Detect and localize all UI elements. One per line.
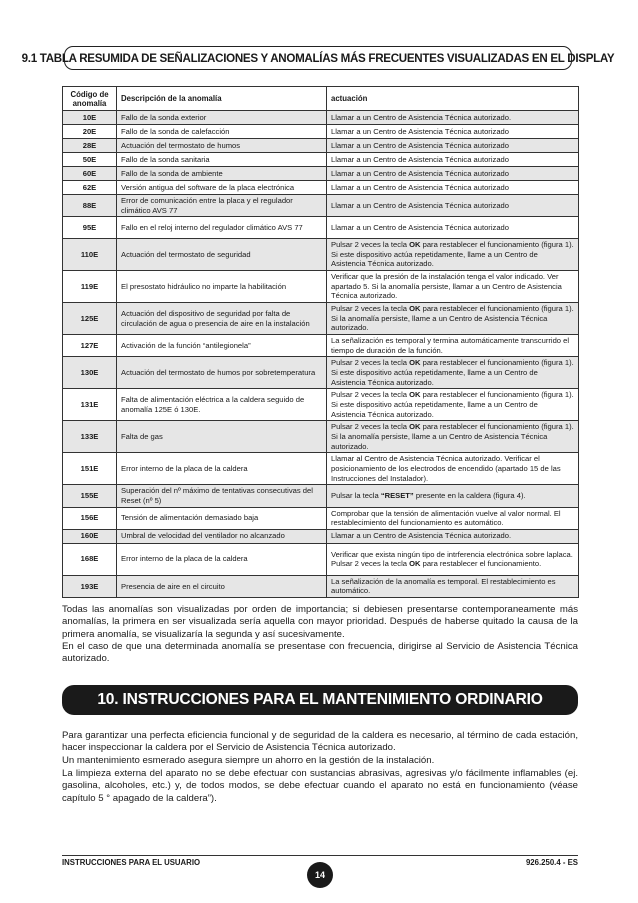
anomaly-action: Pulsar 2 veces la tecla OK para restablecer el funcionamiento (figura 1). Si este dispositivo actúa repetidamente, llame a un Centro de Asistencia Técnica autorizado. [327,239,579,271]
anomaly-action: Verificar que la presión de la instalación tenga el valor indicado. Ver apartado 5. Si la anomalía persiste, llamar a un Centro de Asistencia Técnica autorizado. [327,271,579,303]
anomaly-description: Activación de la función “antilegionela” [117,335,327,357]
anomaly-code: 95E [63,217,117,239]
table-row [63,195,579,217]
table-row [63,181,579,195]
anomaly-code: 155E [63,485,117,507]
anomaly-action: Llamar a un Centro de Asistencia Técnica autorizado [327,167,579,181]
table-row [63,125,579,139]
anomaly-action: Pulsar 2 veces la tecla OK para restablecer el funcionamiento (figura 1). Si este dispositivo actúa repetidamente, llame a un Centro de Asistencia Técnica autorizado. [327,389,579,421]
table-row [63,507,579,529]
page-number: 14 [307,862,333,888]
table-row [63,575,579,597]
anomaly-action: Verificar que exista ningún tipo de intrferencia electrónica sobre laplaca. Pulsar 2 veces la tecla OK para restablecer el funcionamiento. [327,543,579,575]
table-header-row [63,87,579,111]
anomaly-description: Actuación del termostato de humos [117,139,327,153]
anomaly-action: Pulsar la tecla “RESET” presente en la caldera (figura 4). [327,485,579,507]
anomaly-code: 151E [63,453,117,485]
table-row [63,453,579,485]
table-row [63,271,579,303]
anomaly-action: Llamar a un Centro de Asistencia Técnica autorizado. [327,529,579,543]
anomaly-code: 28E [63,139,117,153]
anomaly-description: Fallo en el reloj interno del regulador climático AVS 77 [117,217,327,239]
anomaly-code: 127E [63,335,117,357]
anomaly-description: El presostato hidráulico no imparte la habilitación [117,271,327,303]
anomaly-table [62,86,579,598]
anomaly-action: Pulsar 2 veces la tecla OK para restablecer el funcionamiento (figura 1). Si la anomalía persiste, llame a un Centro de Asistencia Técnica autorizado. [327,303,579,335]
anomaly-action: La señalización es temporal y termina automáticamente transcurrido el tiempo de duración de la función. [327,335,579,357]
anomaly-description: Fallo de la sonda de calefacción [117,125,327,139]
anomaly-code: 50E [63,153,117,167]
anomaly-action: Llamar a un Centro de Asistencia Técnica autorizado [327,195,579,217]
anomaly-code: 193E [63,575,117,597]
footer-divider [62,855,578,856]
table-row [63,421,579,453]
footer-doc-code: 926.250.4 - ES [525,858,578,867]
anomaly-action: Pulsar 2 veces la tecla OK para restablecer el funcionamiento (figura 1). Si este dispositivo actúa repetidamente, llame a un Centro de Asistencia Técnica autorizado. [327,357,579,389]
anomaly-description: Actuación del dispositivo de seguridad por falta de circulación de agua o presencia de aire en la instalación [117,303,327,335]
anomaly-code: 133E [63,421,117,453]
anomaly-description: Superación del nº máximo de tentativas consecutivas del Reset (nº 5) [117,485,327,507]
maintenance-para-3: La limpieza externa del aparato no se debe efectuar con sustancias abrasivas, agresivas y/o fácilmente inflamables (ej. gasolina, alcoholes, etc.) y, de todos modos, se debe efectuar cuando el aparato no está en funcionamiento (véase capítulo 5 ° apagado de la caldera”). [62,768,578,804]
anomaly-description: Error interno de la placa de la caldera [117,543,327,575]
header-description: Descripción de la anomalía [117,87,327,111]
anomaly-description: Fallo de la sonda de ambiente [117,167,327,181]
anomaly-action: Llamar a un Centro de Asistencia Técnica autorizado. [327,111,579,125]
header-action: actuación [327,87,579,111]
table-body [63,111,579,598]
anomaly-description: Fallo de la sonda sanitaria [117,153,327,167]
anomaly-action: Comprobar que la tensión de alimentación vuelve al valor normal. El restablecimiento del funcionamiento es automático. [327,507,579,529]
anomaly-description: Tensión de alimentación demasiado baja [117,507,327,529]
anomaly-description: Umbral de velocidad del ventilador no alcanzado [117,529,327,543]
anomaly-code: 160E [63,529,117,543]
anomaly-action: La señalización de la anomalía es temporal. El restablecimiento es automático. [327,575,579,597]
section-title: 9.1 TABLA RESUMIDA DE SEÑALIZACIONES Y ANOMALÍAS MÁS FRECUENTES VISUALIZADAS EN EL DISPLAY [64,46,572,70]
anomaly-code: 131E [63,389,117,421]
note-frequency: En el caso de que una determinada anomalía se presentase con frecuencia, dirigirse al Servicio de Asistencia Técnica autorizado. [62,641,578,665]
anomaly-code: 62E [63,181,117,195]
anomaly-code: 88E [63,195,117,217]
anomaly-action: Llamar al Centro de Asistencia Técnica autorizado. Verificar el posicionamiento de los electrodos de encendido (apartado 15 de las Instrucciones del Instalador). [327,453,579,485]
table-row [63,389,579,421]
header-code: Código de anomalía [63,87,117,111]
anomaly-code: 119E [63,271,117,303]
anomaly-description: Falta de alimentación eléctrica a la caldera seguido de anomalía 125E ó 130E. [117,389,327,421]
anomaly-description: Error de comunicación entre la placa y el regulador climático AVS 77 [117,195,327,217]
anomaly-code: 125E [63,303,117,335]
anomaly-code: 60E [63,167,117,181]
table-row [63,217,579,239]
table-row [63,543,579,575]
maintenance-para-2: Un mantenimiento esmerado asegura siempre un ahorro en la gestión de la instalación. [62,755,435,766]
anomaly-code: 168E [63,543,117,575]
anomaly-description: Falta de gas [117,421,327,453]
table-row [63,335,579,357]
table-row [63,485,579,507]
anomaly-action: Llamar a un Centro de Asistencia Técnica autorizado [327,153,579,167]
anomaly-code: 130E [63,357,117,389]
table-row [63,153,579,167]
table-row [63,303,579,335]
anomaly-description: Versión antigua del software de la placa electrónica [117,181,327,195]
anomaly-code: 110E [63,239,117,271]
footer-doc-title: INSTRUCCIONES PARA EL USUARIO [62,858,201,867]
table-row [63,167,579,181]
table-row [63,111,579,125]
anomaly-action: Llamar a un Centro de Asistencia Técnica autorizado [327,181,579,195]
note-priority: Todas las anomalías son visualizadas por orden de importancia; si debiesen presentarse contemporaneamente más anomalías, la primera en ser visualizada sería aquella con mayor prioridad. Después de haberse quitado la causa de la primera anomalía, se visualizaría la segunda y así sucesivamente. [62,604,578,640]
anomaly-code: 156E [63,507,117,529]
anomaly-description: Presencia de aire en el circuito [117,575,327,597]
anomaly-description: Actuación del termostato de seguridad [117,239,327,271]
anomaly-action: Pulsar 2 veces la tecla OK para restablecer el funcionamiento (figura 1). Si la anomalía persiste, llame a un Centro de Asistencia Técnica autorizado. [327,421,579,453]
anomaly-code: 10E [63,111,117,125]
section2-title: 10. INSTRUCCIONES PARA EL MANTENIMIENTO ORDINARIO [62,685,578,715]
anomaly-description: Fallo de la sonda exterior [117,111,327,125]
anomaly-code: 20E [63,125,117,139]
maintenance-para-1: Para garantizar una perfecta eficiencia funcional y de seguridad de la caldera es necesario, al término de cada estación, hacer inspeccionar la caldera por el Servicio de Asistencia Técnica autorizado. [62,730,578,754]
table-row [63,139,579,153]
table-row [63,529,579,543]
table-row [63,239,579,271]
anomaly-description: Actuación del termostato de humos por sobretemperatura [117,357,327,389]
table-row [63,357,579,389]
anomaly-description: Error interno de la placa de la caldera [117,453,327,485]
anomaly-action: Llamar a un Centro de Asistencia Técnica autorizado [327,217,579,239]
anomaly-action: Llamar a un Centro de Asistencia Técnica autorizado [327,125,579,139]
anomaly-action: Llamar a un Centro de Asistencia Técnica autorizado [327,139,579,153]
